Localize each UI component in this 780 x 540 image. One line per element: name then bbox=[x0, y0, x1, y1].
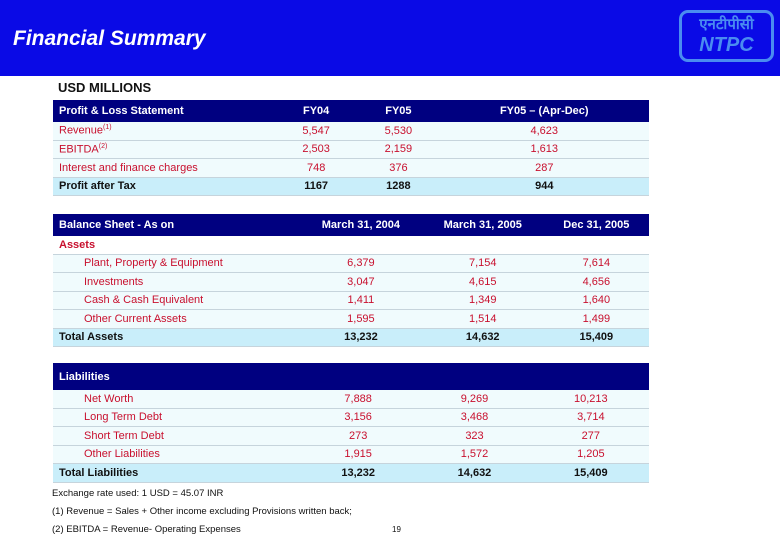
cell-value: 2,159 bbox=[357, 140, 439, 159]
column-header: March 31, 2004 bbox=[300, 214, 422, 236]
column-header bbox=[300, 363, 416, 390]
table-row bbox=[53, 140, 649, 159]
row-label-text: Investments bbox=[84, 275, 144, 288]
cell-value: 14,632 bbox=[416, 464, 532, 483]
column-header: March 31, 2005 bbox=[422, 214, 544, 236]
cell-value: 6,379 bbox=[300, 254, 422, 273]
cell-value: 14,632 bbox=[422, 328, 544, 347]
cell-value bbox=[300, 236, 422, 254]
cell-value: 15,409 bbox=[544, 328, 649, 347]
row-label bbox=[53, 445, 300, 464]
row-label bbox=[53, 464, 300, 483]
table-row bbox=[53, 273, 649, 292]
cell-value: 1,595 bbox=[300, 310, 422, 329]
cell-value: 273 bbox=[300, 427, 416, 446]
cell-value: 1,640 bbox=[544, 291, 649, 310]
cell-value: 13,232 bbox=[300, 464, 416, 483]
total-row bbox=[53, 177, 649, 196]
row-label bbox=[53, 273, 300, 292]
row-label-text: Net Worth bbox=[84, 392, 134, 405]
cell-value: 4,615 bbox=[422, 273, 544, 292]
cell-value bbox=[544, 236, 649, 254]
column-header: Dec 31, 2005 bbox=[544, 214, 649, 236]
table-row bbox=[53, 254, 649, 273]
column-header: FY05 bbox=[357, 100, 439, 122]
logo-text: NTPC bbox=[699, 34, 754, 56]
cell-value: 3,468 bbox=[416, 408, 532, 427]
table-row bbox=[53, 390, 649, 408]
row-label bbox=[53, 390, 300, 408]
footnote-marker: (2) bbox=[98, 142, 108, 150]
cell-value: 10,213 bbox=[533, 390, 649, 408]
cell-value: 1,514 bbox=[422, 310, 544, 329]
liabilities-table bbox=[53, 363, 649, 483]
row-label-text: Profit after Tax bbox=[59, 180, 136, 193]
cell-value: 277 bbox=[533, 427, 649, 446]
table-row bbox=[53, 427, 649, 446]
cell-value: 1,613 bbox=[440, 140, 649, 159]
row-label-text: Other Liabilities bbox=[84, 448, 160, 461]
column-header: FY05 – (Apr-Dec) bbox=[440, 100, 649, 122]
row-label bbox=[53, 236, 300, 254]
table-row bbox=[53, 159, 649, 178]
row-label-text: Plant, Property & Equipment bbox=[84, 257, 223, 270]
cell-value: 1288 bbox=[357, 177, 439, 196]
footnote-1: (1) Revenue = Sales + Other income excluding Provisions written back; bbox=[52, 506, 352, 517]
cell-value: 1,349 bbox=[422, 291, 544, 310]
cell-value: 2,503 bbox=[275, 140, 357, 159]
cell-value: 9,269 bbox=[416, 390, 532, 408]
row-label-text: Other Current Assets bbox=[84, 312, 187, 325]
cell-value: 1,205 bbox=[533, 445, 649, 464]
row-label bbox=[53, 122, 275, 140]
cell-value: 4,623 bbox=[440, 122, 649, 140]
cell-value: 5,547 bbox=[275, 122, 357, 140]
cell-value: 3,714 bbox=[533, 408, 649, 427]
row-label bbox=[53, 291, 300, 310]
column-header bbox=[533, 363, 649, 390]
table-row bbox=[53, 408, 649, 427]
column-header: Profit & Loss Statement bbox=[53, 100, 275, 122]
page-number: 19 bbox=[392, 525, 401, 534]
cell-value: 3,047 bbox=[300, 273, 422, 292]
cell-value: 15,409 bbox=[533, 464, 649, 483]
exchange-rate-note: Exchange rate used: 1 USD = 45.07 INR bbox=[52, 488, 224, 499]
row-label-text: Cash & Cash Equivalent bbox=[84, 294, 204, 307]
row-label bbox=[53, 427, 300, 446]
table-header-row bbox=[53, 100, 649, 122]
cell-value: 3,156 bbox=[300, 408, 416, 427]
balance-sheet-table bbox=[53, 214, 649, 347]
column-header: Balance Sheet - As on bbox=[53, 214, 300, 236]
cell-value: 1,499 bbox=[544, 310, 649, 329]
page-title: Financial Summary bbox=[13, 27, 206, 50]
table-header-row bbox=[53, 363, 649, 390]
cell-value: 7,154 bbox=[422, 254, 544, 273]
cell-value bbox=[422, 236, 544, 254]
cell-value: 4,656 bbox=[544, 273, 649, 292]
cell-value: 376 bbox=[357, 159, 439, 178]
header-bar bbox=[0, 0, 780, 76]
cell-value: 7,614 bbox=[544, 254, 649, 273]
profit-loss-table bbox=[53, 100, 649, 196]
table-header-row bbox=[53, 214, 649, 236]
column-header: Liabilities bbox=[53, 363, 300, 390]
units-label: USD MILLIONS bbox=[58, 80, 152, 95]
cell-value: 1,411 bbox=[300, 291, 422, 310]
row-label-text: Long Term Debt bbox=[84, 411, 163, 424]
logo-hindi-text: एनटीपीसी bbox=[699, 16, 754, 33]
section-row bbox=[53, 236, 649, 254]
total-row bbox=[53, 328, 649, 347]
column-header: FY04 bbox=[275, 100, 357, 122]
table-row bbox=[53, 291, 649, 310]
table-row bbox=[53, 310, 649, 329]
cell-value: 287 bbox=[440, 159, 649, 178]
footnote-marker: (1) bbox=[103, 124, 112, 132]
cell-value: 1,915 bbox=[300, 445, 416, 464]
cell-value: 323 bbox=[416, 427, 532, 446]
total-row bbox=[53, 464, 649, 483]
row-label-text: EBITDA bbox=[59, 143, 99, 156]
row-label bbox=[53, 159, 275, 178]
footnote-2: (2) EBITDA = Revenue- Operating Expenses bbox=[52, 524, 241, 535]
row-label-text: Total Liabilities bbox=[59, 466, 139, 479]
cell-value: 1,572 bbox=[416, 445, 532, 464]
cell-value: 944 bbox=[440, 177, 649, 196]
cell-value: 13,232 bbox=[300, 328, 422, 347]
cell-value: 5,530 bbox=[357, 122, 439, 140]
ntpc-logo bbox=[679, 10, 774, 62]
column-header bbox=[416, 363, 532, 390]
row-label-text: Total Assets bbox=[59, 331, 124, 344]
row-label bbox=[53, 328, 300, 347]
row-label-text: Assets bbox=[59, 238, 96, 251]
cell-value: 1167 bbox=[275, 177, 357, 196]
row-label bbox=[53, 140, 275, 159]
row-label-text: Short Term Debt bbox=[84, 429, 164, 442]
row-label bbox=[53, 177, 275, 196]
row-label bbox=[53, 408, 300, 427]
table-row bbox=[53, 445, 649, 464]
cell-value: 748 bbox=[275, 159, 357, 178]
row-label bbox=[53, 254, 300, 273]
row-label bbox=[53, 310, 300, 329]
cell-value: 7,888 bbox=[300, 390, 416, 408]
row-label-text: Interest and finance charges bbox=[59, 161, 198, 174]
table-row bbox=[53, 122, 649, 140]
row-label-text: Revenue bbox=[59, 125, 104, 138]
